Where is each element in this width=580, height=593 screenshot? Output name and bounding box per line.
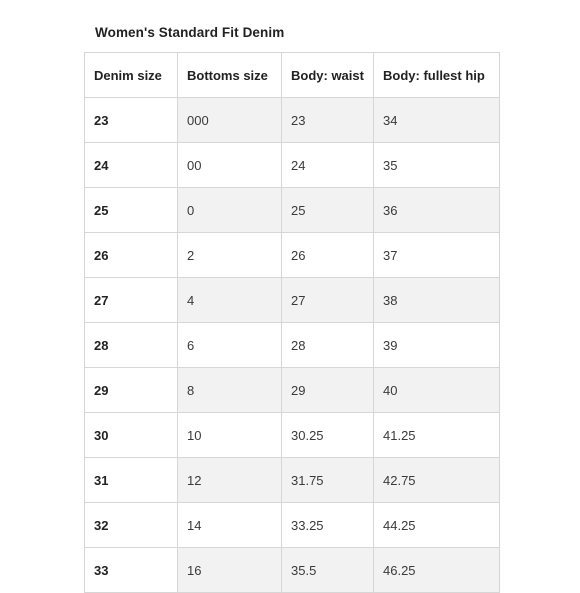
table-row [85, 503, 500, 548]
cell-body-waist: 31.75 [282, 458, 374, 503]
table-row [85, 233, 500, 278]
table-row [85, 98, 500, 143]
cell-body-waist: 25 [282, 188, 374, 233]
cell-bottoms-size: 4 [178, 278, 282, 323]
cell-body-waist: 28 [282, 323, 374, 368]
cell-denim-size: 25 [85, 188, 178, 233]
cell-body-fullest-hip: 38 [374, 278, 500, 323]
header-bottoms-size: Bottoms size [178, 53, 282, 98]
header-body-waist: Body: waist [282, 53, 374, 98]
cell-denim-size: 28 [85, 323, 178, 368]
cell-denim-size: 26 [85, 233, 178, 278]
cell-bottoms-size: 14 [178, 503, 282, 548]
cell-denim-size: 33 [85, 548, 178, 593]
table-row [85, 278, 500, 323]
cell-denim-size: 31 [85, 458, 178, 503]
page-title: Women's Standard Fit Denim [95, 25, 285, 40]
cell-body-fullest-hip: 37 [374, 233, 500, 278]
header-denim-size: Denim size [85, 53, 178, 98]
cell-body-waist: 33.25 [282, 503, 374, 548]
table-header-row [85, 53, 500, 98]
cell-denim-size: 32 [85, 503, 178, 548]
table-row [85, 368, 500, 413]
cell-bottoms-size: 16 [178, 548, 282, 593]
table-row [85, 458, 500, 503]
cell-denim-size: 24 [85, 143, 178, 188]
cell-body-fullest-hip: 41.25 [374, 413, 500, 458]
cell-body-fullest-hip: 40 [374, 368, 500, 413]
cell-body-fullest-hip: 46.25 [374, 548, 500, 593]
table-row [85, 548, 500, 593]
cell-bottoms-size: 12 [178, 458, 282, 503]
cell-body-waist: 29 [282, 368, 374, 413]
header-body-fullest-hip: Body: fullest hip [374, 53, 500, 98]
cell-body-fullest-hip: 44.25 [374, 503, 500, 548]
cell-body-fullest-hip: 39 [374, 323, 500, 368]
cell-body-fullest-hip: 34 [374, 98, 500, 143]
cell-bottoms-size: 00 [178, 143, 282, 188]
table-row [85, 323, 500, 368]
cell-denim-size: 29 [85, 368, 178, 413]
cell-denim-size: 27 [85, 278, 178, 323]
cell-body-fullest-hip: 42.75 [374, 458, 500, 503]
cell-bottoms-size: 10 [178, 413, 282, 458]
cell-denim-size: 30 [85, 413, 178, 458]
cell-bottoms-size: 2 [178, 233, 282, 278]
cell-denim-size: 23 [85, 98, 178, 143]
cell-body-waist: 30.25 [282, 413, 374, 458]
table-row [85, 413, 500, 458]
cell-bottoms-size: 000 [178, 98, 282, 143]
cell-body-waist: 26 [282, 233, 374, 278]
cell-body-waist: 24 [282, 143, 374, 188]
table-row [85, 143, 500, 188]
cell-bottoms-size: 6 [178, 323, 282, 368]
cell-body-waist: 23 [282, 98, 374, 143]
cell-body-waist: 27 [282, 278, 374, 323]
cell-body-fullest-hip: 36 [374, 188, 500, 233]
cell-body-fullest-hip: 35 [374, 143, 500, 188]
cell-body-waist: 35.5 [282, 548, 374, 593]
cell-bottoms-size: 8 [178, 368, 282, 413]
table-row [85, 188, 500, 233]
cell-bottoms-size: 0 [178, 188, 282, 233]
size-chart-table [84, 52, 500, 593]
